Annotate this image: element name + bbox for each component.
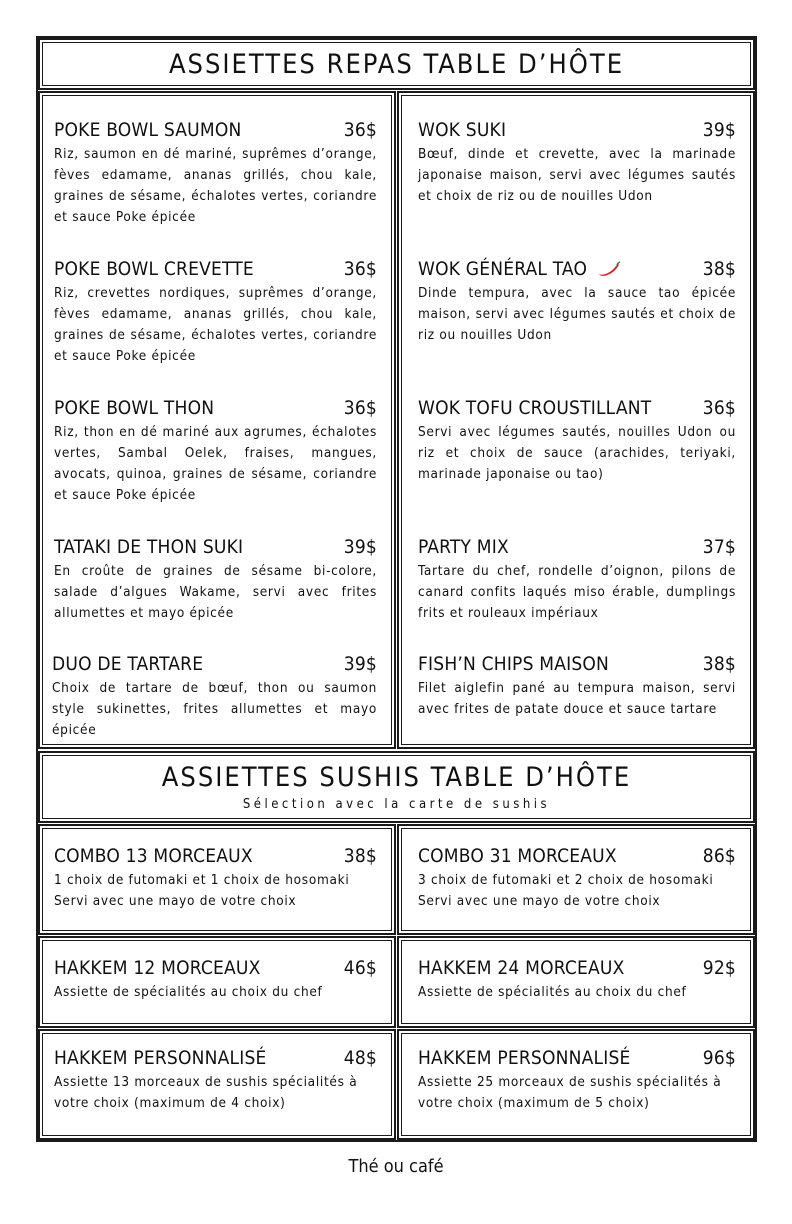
sushi-item bbox=[418, 957, 736, 1003]
item-description: Choix de tartare de bœuf, thon ou saumon style sukinettes, frites allumettes et mayo épicée bbox=[52, 680, 377, 738]
item-description: Assiette de spécialités au choix du chef bbox=[418, 984, 687, 1000]
item-price: 39$ bbox=[702, 119, 736, 141]
item-description: Servi avec légumes sautés, nouilles Udon ou riz et choix de sauce (arachides, teriyaki, marinade japonaise ou tao) bbox=[418, 424, 736, 482]
sushi-title: ASSIETTES SUSHIS TABLE D’HÔTE bbox=[161, 762, 632, 793]
menu-item bbox=[54, 258, 377, 367]
item-name: FISH’N CHIPS MAISON bbox=[418, 653, 610, 675]
item-name: POKE BOWL THON bbox=[54, 397, 215, 419]
item-price: 38$ bbox=[702, 653, 736, 675]
item-name: WOK TOFU CROUSTILLANT bbox=[418, 397, 652, 419]
item-price: 38$ bbox=[702, 258, 736, 280]
sushi-item bbox=[418, 845, 736, 912]
item-description: Bœuf, dinde et crevette, avec la marinade japonaise maison, servi avec légumes sautés et choix de riz ou de nouilles Udon bbox=[418, 146, 736, 204]
item-price: 36$ bbox=[702, 397, 736, 419]
meals-banner bbox=[38, 38, 755, 90]
item-price: 38$ bbox=[343, 845, 377, 867]
item-name: PARTY MIX bbox=[418, 536, 509, 558]
item-price: 39$ bbox=[343, 653, 377, 675]
item-description: 3 choix de futomaki et 2 choix de hosomaki Servi avec une mayo de votre choix bbox=[418, 872, 714, 909]
sushi-item bbox=[418, 1047, 736, 1114]
item-price: 86$ bbox=[702, 845, 736, 867]
item-description: Filet aiglefin pané au tempura maison, servi avec frites de patate douce et sauce tartare bbox=[418, 680, 736, 717]
item-name: HAKKEM 24 MORCEAUX bbox=[418, 957, 625, 979]
item-name: COMBO 31 MORCEAUX bbox=[418, 845, 617, 867]
sushi-banner bbox=[38, 751, 755, 823]
sushi-item bbox=[54, 1047, 377, 1114]
item-name: HAKKEM PERSONNALISÉ bbox=[54, 1047, 267, 1069]
item-description: 1 choix de futomaki et 1 choix de hosomaki Servi avec une mayo de votre choix bbox=[54, 872, 350, 909]
item-price: 92$ bbox=[702, 957, 736, 979]
item-description: Riz, thon en dé mariné aux agrumes, échalotes vertes, Sambal Oelek, fraises, mangues, avocats, quinoa, graines de sésame, coriandre et sauce Poke épicée bbox=[54, 424, 377, 503]
sushi-item bbox=[54, 845, 377, 912]
chili-pepper-icon bbox=[597, 261, 621, 277]
item-name: TATAKI DE THON SUKI bbox=[54, 536, 244, 558]
item-price: 37$ bbox=[702, 536, 736, 558]
menu-item bbox=[418, 258, 736, 346]
item-name: WOK SUKI bbox=[418, 119, 507, 141]
item-description: Assiette 25 morceaux de sushis spécialités à votre choix (maximum de 5 choix) bbox=[418, 1074, 722, 1111]
menu-item bbox=[418, 536, 736, 624]
item-description: Riz, saumon en dé mariné, suprêmes d’orange, fèves edamame, ananas grillés, chou kale, graines de sésame, échalotes vertes, coriandre et sauce Poke épicée bbox=[54, 146, 377, 225]
menu-item bbox=[54, 536, 377, 624]
item-price: 96$ bbox=[702, 1047, 736, 1069]
item-description: Dinde tempura, avec la sauce tao épicée maison, servi avec légumes sautés et choix de riz ou nouilles Udon bbox=[418, 285, 736, 343]
item-price: 36$ bbox=[343, 119, 377, 141]
item-name: COMBO 13 MORCEAUX bbox=[54, 845, 253, 867]
menu-item bbox=[54, 397, 377, 506]
footer-note: Thé ou café bbox=[348, 1156, 444, 1177]
item-name: WOK GÉNÉRAL TAO bbox=[418, 258, 588, 280]
item-description: Tartare du chef, rondelle d’oignon, pilons de canard confits laqués miso érable, dumplings frits et rouleaux impériaux bbox=[418, 563, 736, 621]
menu-item bbox=[418, 119, 736, 207]
menu-item bbox=[52, 653, 377, 741]
item-price: 46$ bbox=[343, 957, 377, 979]
item-price: 36$ bbox=[343, 397, 377, 419]
item-name: POKE BOWL SAUMON bbox=[54, 119, 242, 141]
item-name: HAKKEM 12 MORCEAUX bbox=[54, 957, 261, 979]
item-description: En croûte de graines de sésame bi-colore, salade d’algues Wakame, servi avec frites allumettes et mayo épicée bbox=[54, 563, 377, 621]
item-description: Assiette 13 morceaux de sushis spécialités à votre choix (maximum de 4 choix) bbox=[54, 1074, 358, 1111]
item-name: DUO DE TARTARE bbox=[52, 653, 204, 675]
meals-title: ASSIETTES REPAS TABLE D’HÔTE bbox=[168, 48, 625, 80]
item-price: 36$ bbox=[343, 258, 377, 280]
sushi-item bbox=[54, 957, 377, 1003]
item-description: Riz, crevettes nordiques, suprêmes d’orange, fèves edamame, ananas grillés, chou kale, graines de sésame, échalotes vertes, coriandre et sauce Poke épicée bbox=[54, 285, 377, 364]
item-description: Assiette de spécialités au choix du chef bbox=[54, 984, 323, 1000]
menu-item bbox=[54, 119, 377, 228]
item-price: 48$ bbox=[343, 1047, 377, 1069]
item-name: POKE BOWL CREVETTE bbox=[54, 258, 254, 280]
menu-item bbox=[418, 653, 736, 720]
sushi-subtitle: Sélection avec la carte de sushis bbox=[242, 797, 551, 812]
item-price: 39$ bbox=[343, 536, 377, 558]
menu-item bbox=[418, 397, 736, 485]
item-name: HAKKEM PERSONNALISÉ bbox=[418, 1047, 631, 1069]
